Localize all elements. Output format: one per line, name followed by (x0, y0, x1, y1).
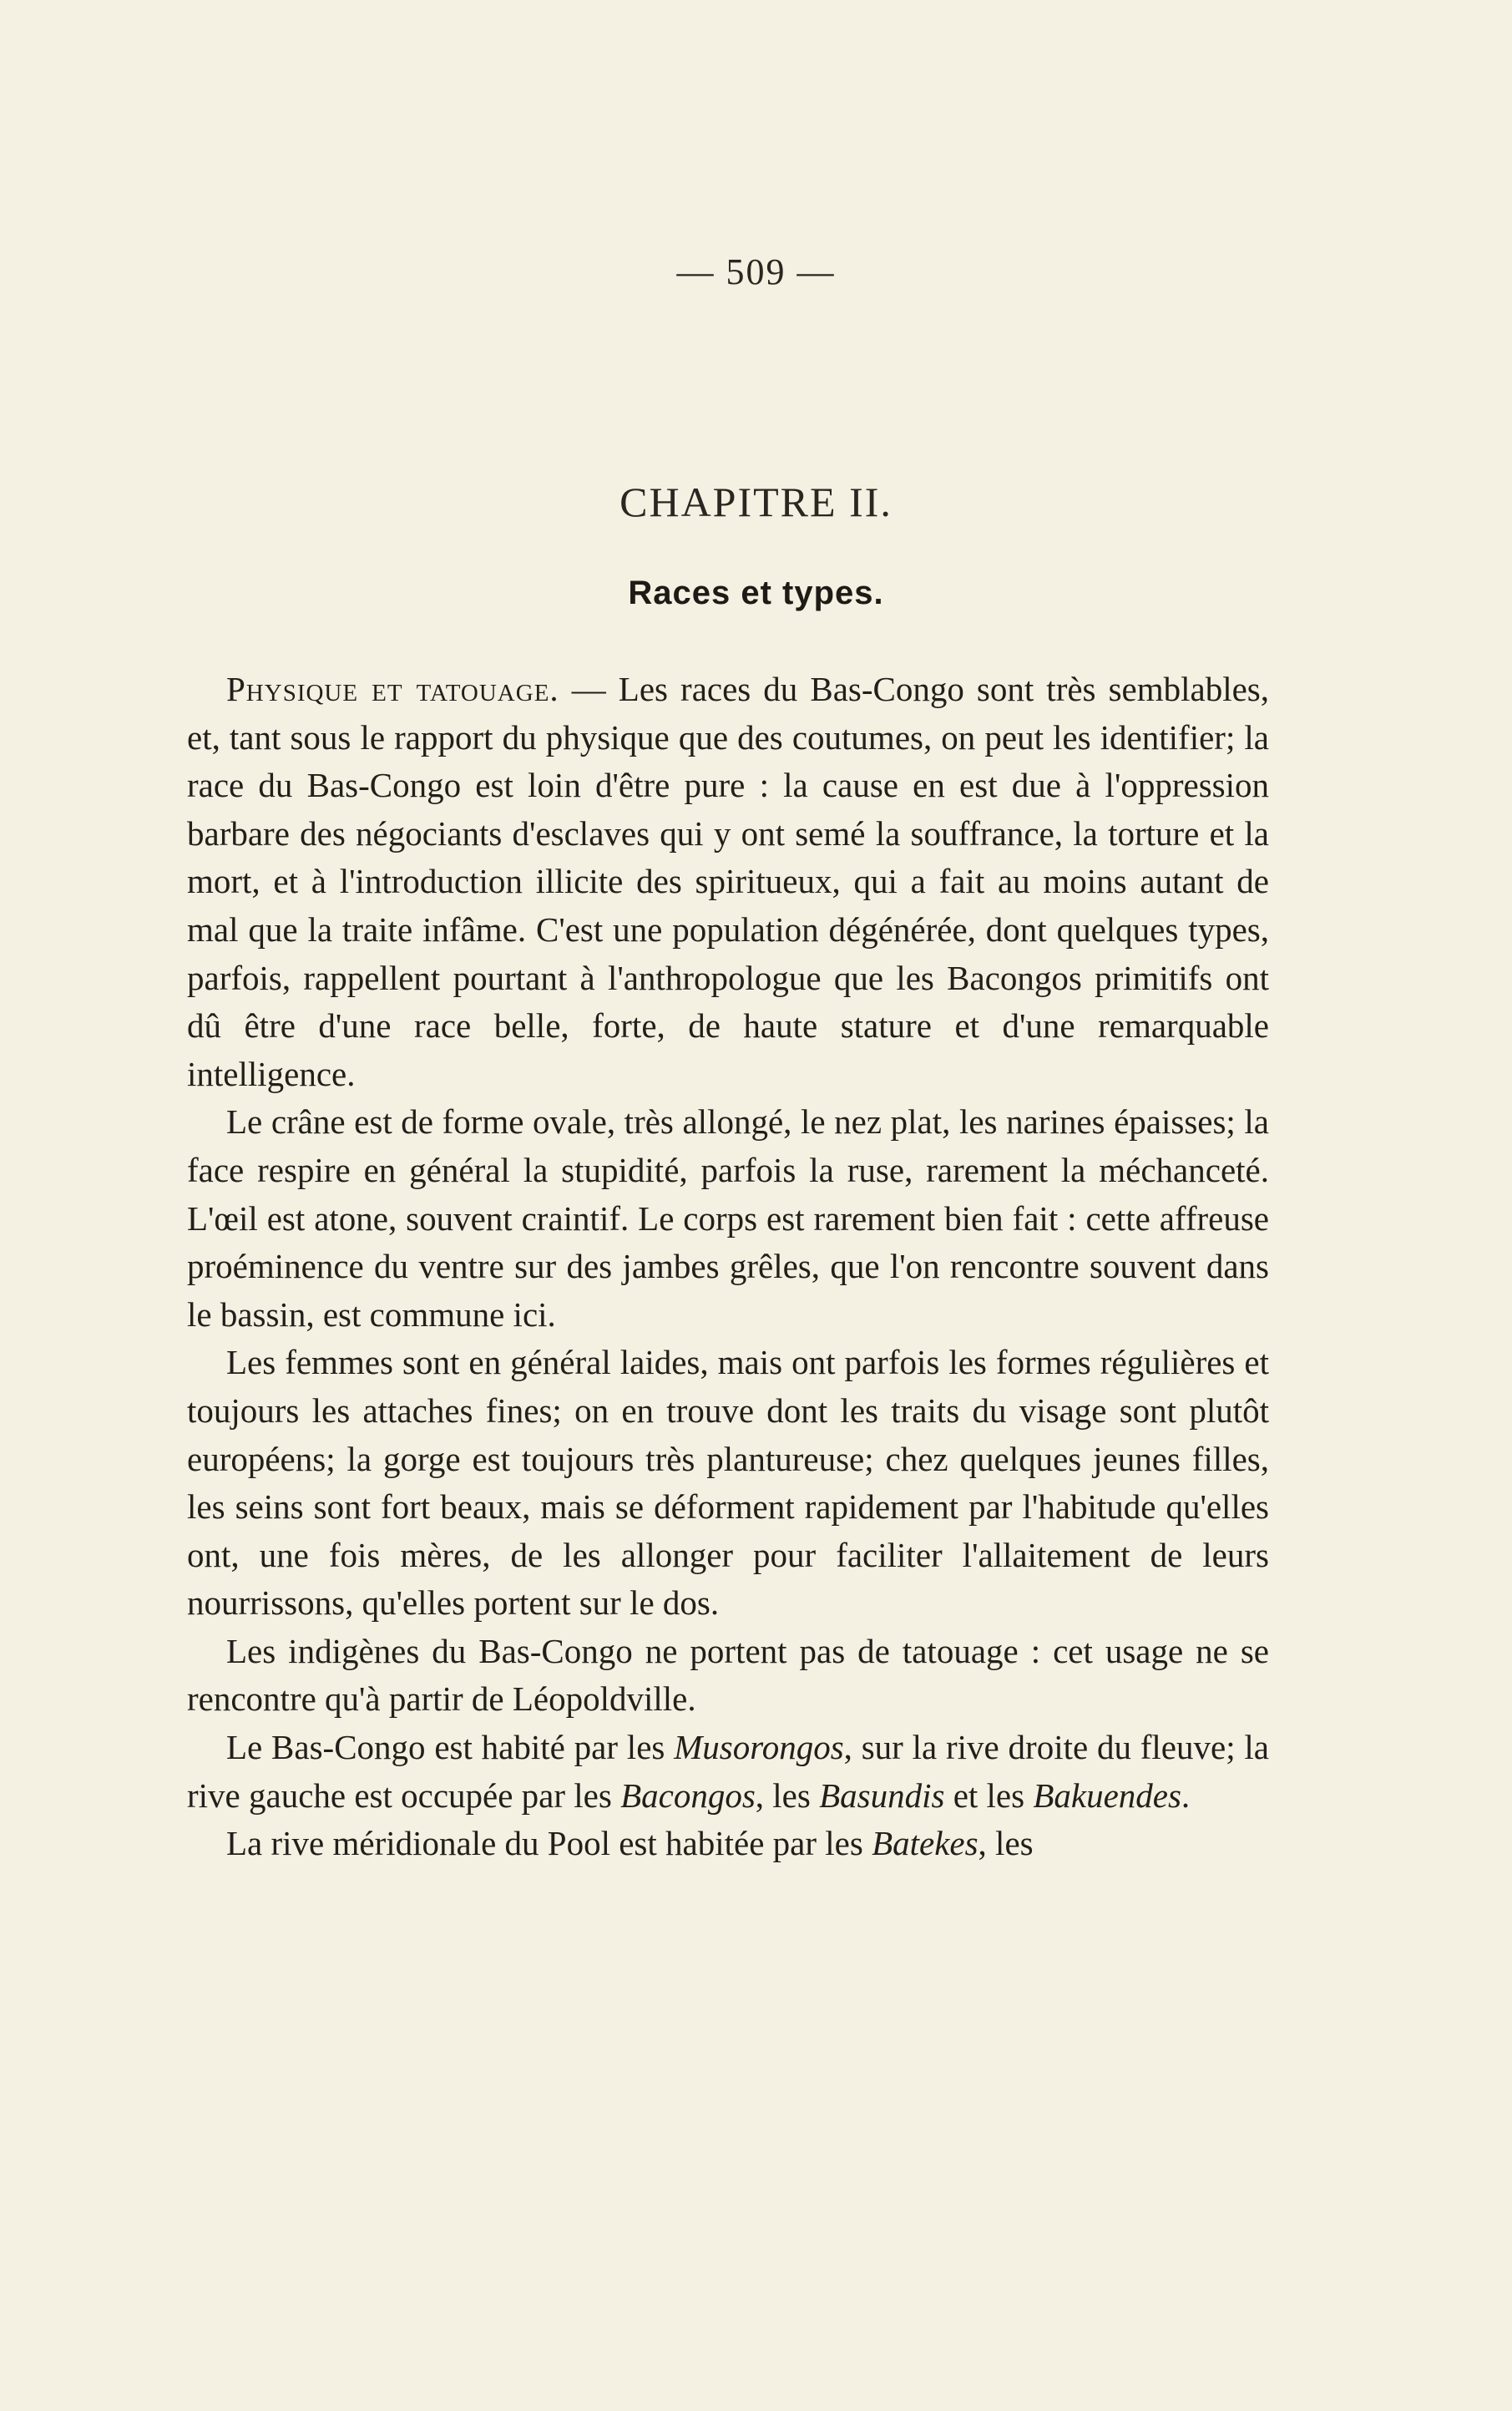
text-run: , sur la rive droite du fleuve; la rive gauche est occupée par les (187, 1728, 1269, 1815)
text-run: , les (755, 1775, 820, 1815)
tribe-name: Bacongos (620, 1775, 756, 1815)
text-run: Le Bas-Congo est habité par les (226, 1728, 675, 1767)
paragraph-pool (187, 1820, 1269, 1868)
section-title: Races et types. (628, 575, 884, 611)
text-run: , les (978, 1824, 1034, 1863)
tribe-name: Batekes (872, 1824, 979, 1863)
paragraph-peuples (187, 1724, 1269, 1820)
paragraph-physique (187, 666, 1269, 1098)
text-run: . (1181, 1775, 1191, 1815)
paragraph-lead: Physique et tatouage. (226, 670, 559, 708)
paragraph-tatouage: Les indigènes du Bas-Congo ne portent pas de tatouage : cet usage ne se rencontre qu'à partir de Léopoldville. (187, 1631, 1269, 1719)
tribe-name: Bakuendes (1033, 1775, 1181, 1815)
text-run: La rive méridionale du Pool est habitée par les (226, 1824, 872, 1863)
tribe-name: Basundis (819, 1775, 945, 1815)
tribe-name: Musorongos (674, 1728, 844, 1767)
paragraph-text: — Les races du Bas-Congo sont très semblables, et, tant sous le rapport du physique que des coutumes, on peut les identifier; la race du Bas-Congo est loin d'être pure : la cause en est due à l'oppression barbare des négociants d'esclaves qui y ont semé la souffrance, la torture et la mort, et à l'introduction illicite des spiritueux, qui a fait au moins autant de mal que la traite infâme. C'est une population dégénérée, dont quelques types, parfois, rappellent pourtant à l'anthropologue que les Bacongos primitifs ont dû être d'une race belle, forte, de haute stature et d'une remarquable intelligence. (187, 670, 1269, 1093)
paragraph-crane: Le crâne est de forme ovale, très allongé, le nez plat, les narines épaisses; la face respire en général la stupidité, parfois la ruse, rarement la méchanceté. L'œil est atone, souvent craintif. Le corps est rarement bien fait : cette affreuse proéminence du ventre sur des jambes grêles, que l'on rencontre souvent dans le bassin, est commune ici. (187, 1102, 1269, 1334)
chapter-title: CHAPITRE II. (619, 479, 893, 525)
paragraph-femmes: Les femmes sont en général laides, mais ont parfois les formes régulières et toujours les attaches fines; on en trouve dont les traits du visage sont plutôt européens; la gorge est toujours très plantureuse; chez quelques jeunes filles, les seins sont fort beaux, mais se déforment rapidement par l'habitude qu'elles ont, une fois mères, de les allonger pour faciliter l'allaitement de leurs nourrissons, qu'elles portent sur le dos. (187, 1343, 1269, 1623)
text-run: et les (944, 1775, 1034, 1815)
page-number: — 509 — (676, 251, 836, 292)
body-text (187, 666, 1269, 1868)
